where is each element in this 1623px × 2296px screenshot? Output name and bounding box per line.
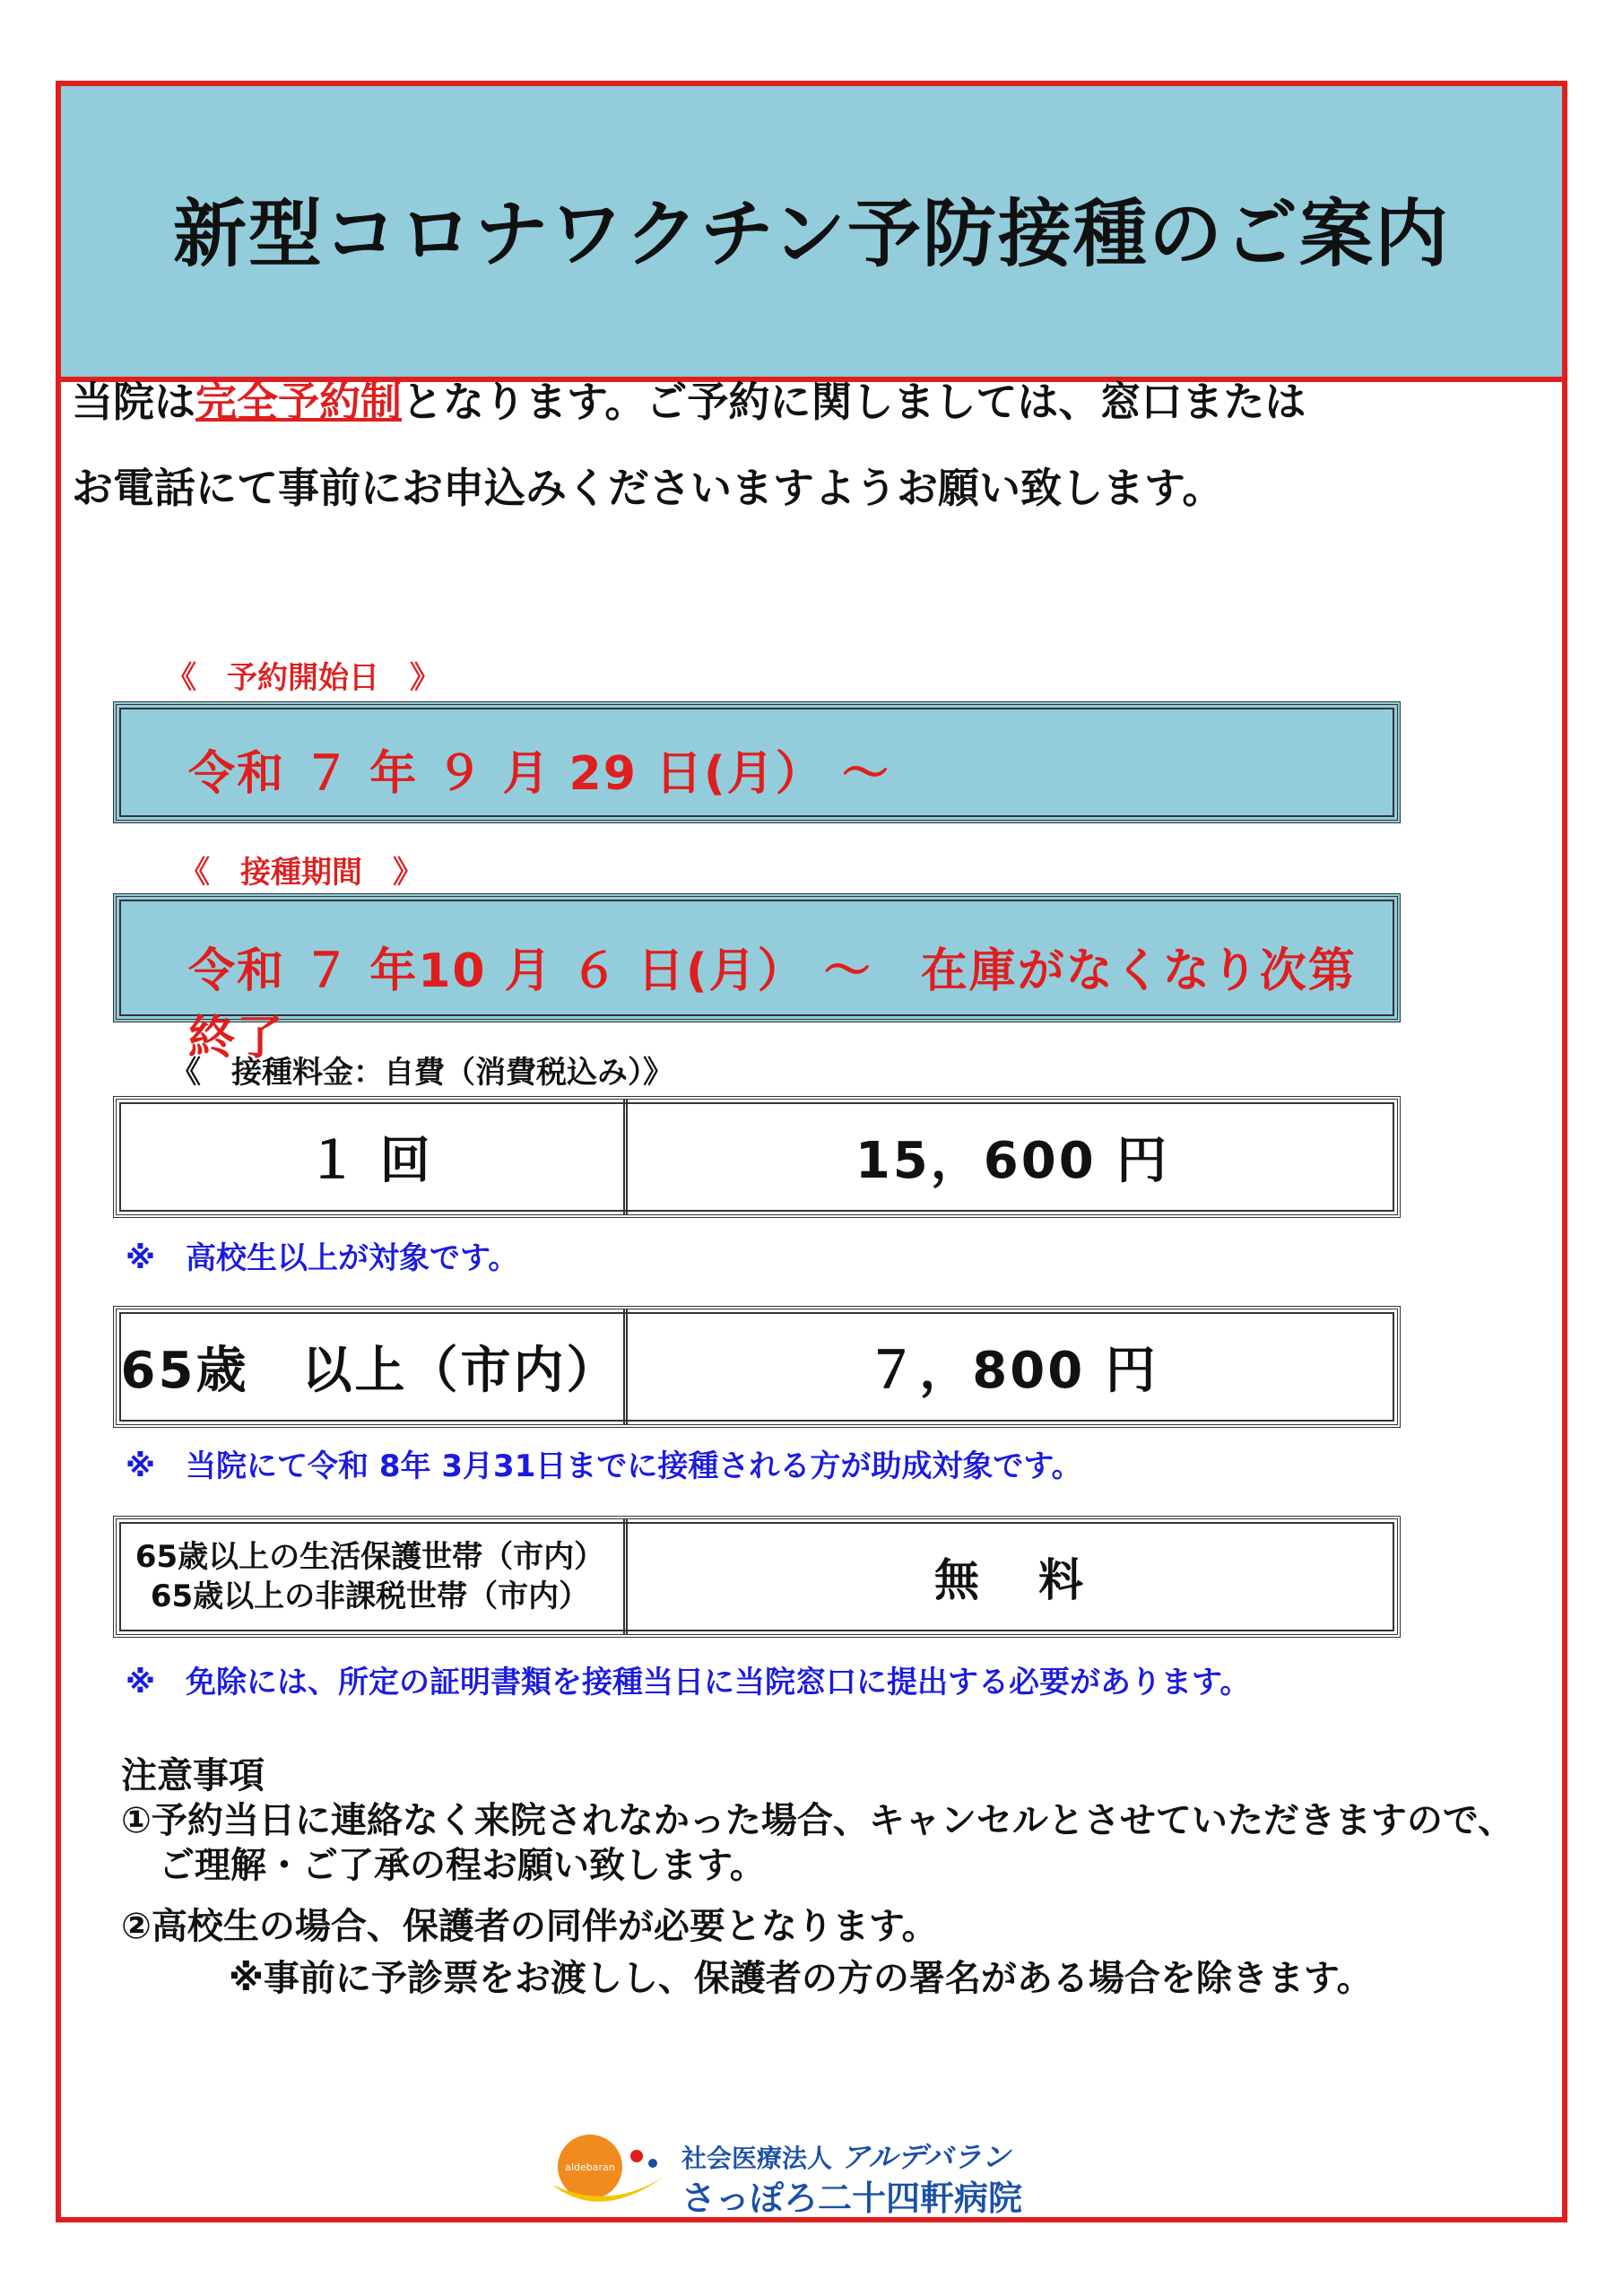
fee-note-2: ※ 当院にて令和 8年 3月31日までに接種される方が助成対象です。 xyxy=(126,1448,1082,1484)
title-band xyxy=(61,86,1562,382)
caution-section xyxy=(121,1753,1556,2001)
hospital-name: さっぽろ二十四軒病院 xyxy=(681,2179,1023,2218)
intro-line1-b: となります。ご予約に関しましては、窓口または xyxy=(402,378,1306,426)
page-title: 新型コロナワクチン予防接種のご案内 xyxy=(173,192,1450,277)
caution-item-2: ②高校生の場合、保護者の同伴が必要となります。 xyxy=(121,1906,938,1947)
fee-row-2 xyxy=(113,1306,1401,1428)
intro-line2: お電話にて事前にお申込みくださいますようお願い致します。 xyxy=(72,464,1224,512)
fee-row-3-label-line1: 65歳以上の生活保護世帯（市内） xyxy=(135,1539,605,1575)
org-brand: アルデバラン xyxy=(840,2140,1011,2174)
fee-row-2-label: 65歳 以上（市内） xyxy=(117,1309,628,1424)
fee-note-1: ※ 高校生以上が対象です。 xyxy=(126,1240,519,1276)
fee-row-3 xyxy=(113,1516,1401,1638)
aldebaran-logo-icon xyxy=(547,2133,673,2213)
period-label: 《 接種期間 》 xyxy=(179,855,423,891)
fee-row-2-price: ７，800 円 xyxy=(866,1342,1159,1400)
caution-heading: 注意事項 xyxy=(121,1755,265,1796)
reservation-date-box xyxy=(113,701,1401,823)
caution-item-2-note: ※事前に予診票をお渡しし、保護者の方の署名がある場合を除きます。 xyxy=(229,1958,1373,1999)
fee-row-3-price: 無 料 xyxy=(934,1554,1090,1606)
intro-emphasis: 完全予約制 xyxy=(195,378,402,426)
caution-item-1: ①予約当日に連絡なく来院されなかった場合、キャンセルとさせていただきますので、 xyxy=(121,1800,1515,1841)
fee-note-3: ※ 免除には、所定の証明書類を接種当日に当院窓口に提出する必要があります。 xyxy=(126,1665,1251,1700)
fee-row-3-label xyxy=(117,1519,628,1634)
period-date-box xyxy=(113,893,1401,1065)
hospital-logo xyxy=(547,2126,1103,2218)
fee-row-1 xyxy=(113,1096,1401,1218)
period-date: 令和 ７ 年10 月 ６ 日(月） ～ 在庫がなくなり次第終了 xyxy=(188,944,1357,1065)
org-prefix: 社会医療法人 xyxy=(681,2144,833,2173)
reservation-label: 《 予約開始日 》 xyxy=(166,660,440,696)
caution-item-1-cont: ご理解・ご了承の程お願い致します。 xyxy=(159,1845,766,1886)
logo-mark-text: aldebaran xyxy=(565,2161,615,2173)
fee-row-3-label-line2: 65歳以上の非課税世帯（市内） xyxy=(150,1578,590,1614)
reservation-date: 令和 ７ 年 ９ 月 29 日(月） ～ xyxy=(188,747,890,801)
fee-row-1-label: １ 回 xyxy=(117,1100,628,1214)
intro-line1-a: 当院は xyxy=(72,378,195,426)
fee-row-1-price: 15，600 円 xyxy=(855,1132,1170,1190)
intro-text xyxy=(72,359,1471,531)
fee-label: 《 接種料金：自費（消費税込み）》 xyxy=(170,1055,673,1091)
